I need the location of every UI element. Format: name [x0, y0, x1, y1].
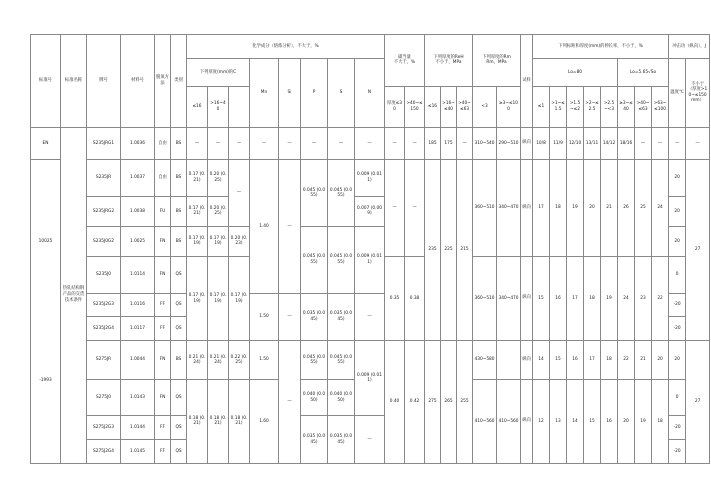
n-cell: 0.009 (0.011) — [355, 341, 385, 416]
deox-cell: FF — [155, 416, 171, 440]
header-lo565: Lo=5.65√So — [618, 58, 669, 86]
s-cell: 0.035 (0.045) — [328, 293, 355, 340]
impact-temp-cell: -20 — [669, 293, 686, 317]
material-no-cell: 1.0116 — [121, 293, 155, 317]
s-cell: 0.045 (0.055) — [328, 226, 355, 293]
class-cell: QS — [171, 293, 187, 317]
header-yield-strength: 下列厚度的ReH 不小于，MPa — [425, 35, 473, 87]
standard-no-number: 10025 -1993 — [31, 160, 61, 464]
c-cell: 0.21 (0.24) — [208, 341, 229, 380]
elong-cell: 25 — [635, 160, 652, 257]
impact-temp-cell: 0 — [669, 379, 686, 416]
c-cell: 0.17 (0.19) — [229, 256, 250, 340]
material-no-cell: 1.0117 — [121, 317, 155, 341]
elong-cell: 19 — [601, 256, 618, 340]
rm-cell: 340~470 — [497, 160, 521, 257]
header-el-1: ≤1 — [533, 86, 550, 127]
deox-cell: FN — [155, 341, 171, 380]
rm-cell: 410~560 — [473, 379, 497, 463]
reh-cell: 215 — [457, 160, 473, 341]
elong-cell: 21 — [635, 341, 652, 380]
reh-cell: 235 — [425, 160, 441, 341]
p-cell: 0.035 (0.045) — [301, 416, 328, 464]
impact-temp-cell: 20 — [669, 160, 686, 197]
grade-cell: S235J2G3 — [87, 293, 121, 317]
impact-temp-cell: 20 — [669, 196, 686, 226]
rm-cell — [497, 341, 521, 380]
class-cell: QS — [171, 416, 187, 440]
class-cell: QS — [171, 317, 187, 341]
grade-cell: S235JRG2 — [87, 196, 121, 226]
s-cell: 0.035 (0.045) — [328, 416, 355, 464]
ce-cell: — — [405, 160, 425, 257]
c-cell: 0.20 (0.25) — [208, 196, 229, 226]
impact-temp-cell: — — [669, 127, 686, 159]
header-deoxidation: 脱氧方法 — [155, 35, 171, 128]
ce-cell: — — [385, 127, 405, 159]
c-cell: 0.17 (0.19) — [208, 256, 229, 340]
material-no-cell: 1.0044 — [121, 341, 155, 380]
c-cell: 0.17 (0.19) — [187, 256, 208, 340]
reh-cell: 225 — [441, 160, 457, 341]
standard-name: 热轧结构钢产品的交货技术条件 — [61, 127, 87, 463]
elong-cell: 15 — [584, 379, 601, 463]
elong-cell: 23 — [635, 256, 652, 340]
c-cell: — — [229, 160, 250, 227]
elong-cell: 12 — [533, 379, 550, 463]
grade-cell: S275J2G4 — [87, 440, 121, 464]
c-cell: 0.21 (0.24) — [187, 341, 208, 380]
header-el-1-15: >1~≤1.5 — [550, 86, 567, 127]
si-cell: — — [279, 293, 301, 340]
p-cell: 0.045 (0.055) — [301, 226, 328, 293]
header-reh-16: ≤16 — [425, 86, 441, 127]
mn-cell: 1.50 — [250, 293, 279, 340]
header-impact-min: 不小于（厚度>10~≤150mm） — [686, 58, 710, 127]
impact-value-cell: 27 — [686, 341, 710, 464]
elong-cell: 24 — [652, 160, 669, 257]
header-n: N — [355, 58, 385, 127]
deox-cell: FN — [155, 226, 171, 256]
sample-dir-cell: 纵向 — [521, 256, 533, 340]
elong-cell: 19 — [567, 160, 584, 257]
header-tensile-strength: 下列厚度的Rm Rm，MPa — [473, 35, 521, 87]
c-cell: 0.20 (0.23) — [229, 226, 250, 256]
class-cell: BS — [171, 226, 187, 256]
deox-cell: FN — [155, 379, 171, 416]
class-cell: BS — [171, 196, 187, 226]
elong-cell: — — [652, 127, 669, 159]
ce-cell: 0.35 — [385, 256, 405, 340]
reh-cell: 185 — [425, 127, 441, 159]
impact-temp-cell: 20 — [669, 341, 686, 380]
elong-cell: 13/11 — [584, 127, 601, 159]
header-rm-3-100: ≥3~≤100 — [497, 86, 521, 127]
reh-cell: 255 — [457, 341, 473, 464]
si-cell: — — [279, 160, 301, 294]
material-no-cell: 1.0144 — [121, 416, 155, 440]
elong-cell: 18 — [652, 379, 669, 463]
c-cell: 0.17 (0.19) — [208, 226, 229, 256]
material-no-cell: 1.0114 — [121, 256, 155, 293]
elong-cell: 14/12 — [601, 127, 618, 159]
header-thickness-c: 下列厚度(mm)的C — [187, 58, 250, 86]
mn-cell: 1.40 — [250, 160, 279, 294]
grade-cell: S275J0 — [87, 379, 121, 416]
ce-cell: 0.40 — [385, 341, 405, 464]
header-ce-30: 厚度≤30 — [385, 86, 405, 127]
header-si: Si — [279, 58, 301, 127]
elong-cell: 26 — [618, 160, 635, 257]
material-no-cell: 1.0025 — [121, 226, 155, 256]
class-cell: BS — [171, 127, 187, 159]
elong-cell: 17 — [567, 256, 584, 340]
elong-cell: 24 — [618, 256, 635, 340]
header-el-3-40: ≥3~≤40 — [618, 86, 635, 127]
mn-cell: 1.50 — [250, 341, 279, 380]
deox-cell: 自由 — [155, 160, 171, 197]
header-thk-16-40: >16~40 — [208, 86, 229, 127]
header-material-no: 材料号 — [121, 35, 155, 128]
material-no-cell: 1.0143 — [121, 379, 155, 416]
header-carbon-equivalent: 碳当量 不大于，% — [385, 35, 425, 87]
ce-cell: — — [405, 127, 425, 159]
rm-cell: 360~510 — [473, 256, 497, 340]
elong-cell: — — [635, 127, 652, 159]
header-reh-40-63: >40~≤63 — [457, 86, 473, 127]
header-thk-blank — [229, 86, 250, 127]
s-cell: 0.040 (0.050) — [328, 379, 355, 416]
elong-cell: 16 — [601, 379, 618, 463]
grade-cell: S235J0 — [87, 256, 121, 293]
p-cell: — — [301, 127, 328, 159]
header-class: 类别 — [171, 35, 187, 128]
grade-cell: S235J0G2 — [87, 226, 121, 256]
deox-cell: FF — [155, 293, 171, 317]
p-cell: 0.035 (0.045) — [301, 293, 328, 340]
sample-dir-cell: 纵向 — [521, 379, 533, 463]
ce-cell: 0.38 — [405, 256, 425, 340]
sample-dir-cell: 纵向 — [521, 127, 533, 159]
p-cell: 0.045 (0.055) — [301, 160, 328, 227]
rm-cell: 410~560 — [497, 379, 521, 463]
elong-cell: 20 — [618, 379, 635, 463]
class-cell: BS — [171, 341, 187, 380]
deox-cell: FU — [155, 196, 171, 226]
deox-cell: FF — [155, 440, 171, 464]
header-thk-16: ≤16 — [187, 86, 208, 127]
elong-cell: 16 — [567, 341, 584, 380]
header-standard-name: 标准名称 — [61, 35, 87, 128]
deox-cell: FF — [155, 317, 171, 341]
header-standard-no: 标准号 — [31, 35, 61, 128]
elong-cell: 18/16 — [618, 127, 635, 159]
reh-cell: 265 — [441, 341, 457, 464]
header-ce-40-150: >40~≤150 — [405, 86, 425, 127]
material-no-cell: 1.0038 — [121, 196, 155, 226]
c-cell: 0.18 (0.21) — [208, 379, 229, 463]
c-cell: — — [187, 127, 208, 159]
rm-cell: 340~470 — [497, 256, 521, 340]
p-cell: 0.040 (0.050) — [301, 379, 328, 416]
elong-cell: 12/10 — [567, 127, 584, 159]
c-cell: 0.20 (0.25) — [208, 160, 229, 197]
elong-cell: 10/8 — [533, 127, 550, 159]
header-rm-3: <3 — [473, 86, 497, 127]
reh-cell: 175 — [441, 127, 457, 159]
reh-cell: 275 — [425, 341, 441, 464]
grade-cell: S275J2G3 — [87, 416, 121, 440]
elong-cell: 17 — [533, 160, 550, 257]
header-elongation: 下列标距和厚度(mm)的伸长率，不小于，% — [533, 35, 669, 59]
impact-temp-cell: -20 — [669, 317, 686, 341]
si-cell: — — [279, 127, 301, 159]
impact-temp-cell: -20 — [669, 416, 686, 440]
header-grade: 牌号 — [87, 35, 121, 128]
standard-data-table — [30, 34, 710, 464]
elong-cell: 15 — [533, 256, 550, 340]
header-el-15-2: >1.5~≤2 — [567, 86, 584, 127]
n-cell: 0.007 (0.009) — [355, 196, 385, 226]
elong-cell: 20 — [584, 160, 601, 257]
rm-cell: 310~540 — [473, 127, 497, 159]
elong-cell: 20 — [652, 341, 669, 380]
elong-cell: 18 — [601, 341, 618, 380]
elong-cell: 11/9 — [550, 127, 567, 159]
elong-cell: 15 — [550, 341, 567, 380]
elong-cell: 17 — [584, 341, 601, 380]
header-p: P — [301, 58, 328, 127]
class-cell: QS — [171, 379, 187, 416]
header-el-2-25: >2~≤2.5 — [584, 86, 601, 127]
material-no-cell: 1.0036 — [121, 127, 155, 159]
c-cell: 0.17 (0.19) — [187, 226, 208, 256]
c-cell: 0.22 (0.25) — [229, 341, 250, 380]
n-cell: — — [355, 416, 385, 464]
header-el-25-3: >2.5~<3 — [601, 86, 618, 127]
rm-cell: 290~510 — [497, 127, 521, 159]
elong-cell: 19 — [635, 379, 652, 463]
header-chemical-composition: 化学成分（熔炼分析），不大于，% — [187, 35, 385, 59]
s-cell: 0.045 (0.055) — [328, 341, 355, 380]
grade-cell: S235JR — [87, 160, 121, 197]
grade-cell: S235JRG1 — [87, 127, 121, 159]
impact-value-cell: 27 — [686, 160, 710, 341]
deox-cell: FN — [155, 256, 171, 293]
c-cell: 0.18 (0.21) — [187, 379, 208, 463]
class-cell: QS — [171, 256, 187, 293]
material-no-cell: 1.0037 — [121, 160, 155, 197]
deox-cell: 自由 — [155, 127, 171, 159]
elong-cell: 21 — [601, 160, 618, 257]
c-cell: 0.17 (0.21) — [187, 160, 208, 197]
header-lo80: Lo=80 — [533, 58, 618, 86]
impact-value-cell: — — [686, 127, 710, 159]
elong-cell: 14 — [533, 341, 550, 380]
mn-cell: 1.60 — [250, 379, 279, 463]
rm-cell: 430~580 — [473, 341, 497, 380]
elong-cell: 22 — [652, 256, 669, 340]
elong-cell: 13 — [550, 379, 567, 463]
header-reh-16-40: >16~≤40 — [441, 86, 457, 127]
mn-cell: — — [250, 127, 279, 159]
c-cell: 0.18 (0.21) — [229, 379, 250, 463]
si-cell: — — [279, 341, 301, 464]
sample-dir-cell: 纵向 — [521, 160, 533, 257]
header-impact-temp: 温度℃ — [669, 58, 686, 127]
elong-cell: 16 — [550, 256, 567, 340]
header-el-63-100: >63~≤100 — [652, 86, 669, 127]
impact-temp-cell: -20 — [669, 440, 686, 464]
c-cell: — — [229, 127, 250, 159]
elong-cell: 18 — [550, 160, 567, 257]
n-cell: — — [355, 293, 385, 340]
n-cell: 0.009 (0.011) — [355, 160, 385, 197]
class-cell: BS — [171, 160, 187, 197]
header-s: S — [328, 58, 355, 127]
header-el-40-63: >40~≤63 — [635, 86, 652, 127]
elong-cell: 18 — [584, 256, 601, 340]
ce-cell: 0.42 — [405, 341, 425, 464]
impact-temp-cell: 0 — [669, 256, 686, 293]
ce-cell: — — [385, 160, 405, 257]
c-cell: — — [208, 127, 229, 159]
n-cell: — — [355, 127, 385, 159]
sample-dir-cell: 纵向 — [521, 341, 533, 380]
header-sample: 试样 — [521, 35, 533, 128]
n-cell: 0.009 (0.011) — [355, 226, 385, 293]
grade-cell: S235J2G4 — [87, 317, 121, 341]
rm-cell: 360~510 — [473, 160, 497, 257]
c-cell: 0.17 (0.21) — [187, 196, 208, 226]
header-impact: 冲击功（纵向），J — [669, 35, 710, 59]
s-cell: — — [328, 127, 355, 159]
s-cell: 0.045 (0.055) — [328, 160, 355, 227]
impact-temp-cell: 20 — [669, 226, 686, 256]
reh-cell: — — [457, 127, 473, 159]
standard-no-en: EN — [31, 127, 61, 159]
elong-cell: 14 — [567, 379, 584, 463]
grade-cell: S275JR — [87, 341, 121, 380]
material-no-cell: 1.0145 — [121, 440, 155, 464]
header-mn: Mn — [250, 58, 279, 127]
p-cell: 0.045 (0.055) — [301, 341, 328, 380]
class-cell: QS — [171, 440, 187, 464]
elong-cell: 22 — [618, 341, 635, 380]
